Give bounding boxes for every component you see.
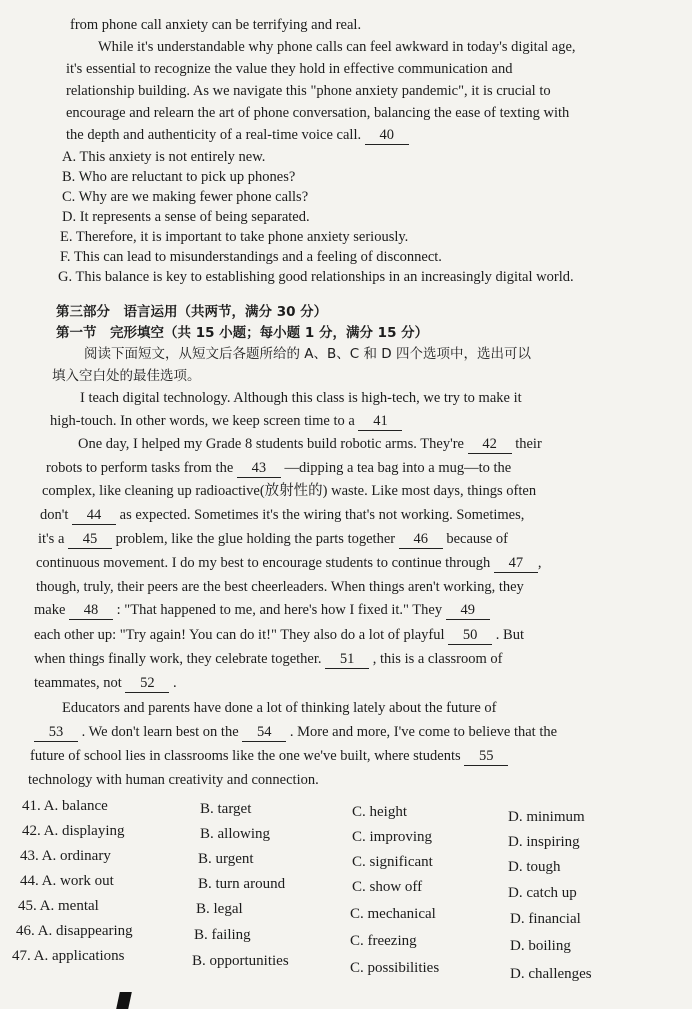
cloze-line — [40, 506, 524, 525]
choice-a: 44. A. work out — [20, 873, 114, 889]
cloze-line — [34, 650, 502, 669]
option-item: E. Therefore, it is important to take phone anxiety seriously. — [60, 229, 409, 245]
choice-c: C. mechanical — [350, 906, 436, 922]
cloze-line: I teach digital technology. Although this class is high-tech, we try to make it — [80, 390, 522, 406]
cloze-text: —dipping a tea bag into a mug—to the — [284, 460, 512, 476]
choice-d: D. minimum — [508, 809, 585, 825]
cloze-line — [50, 412, 402, 431]
cloze-text: . But — [495, 627, 524, 643]
answer-blank-48: 48 — [69, 601, 113, 620]
option-item: F. This can lead to misunderstandings and a feeling of disconnect. — [60, 249, 442, 265]
cloze-line: complex, like cleaning up radioactive(放射性的) waste. Like most days, things often — [42, 483, 537, 499]
choice-b: B. failing — [194, 927, 251, 943]
answer-blank-42: 42 — [468, 435, 512, 454]
choice-c: C. freezing — [350, 933, 417, 949]
cloze-text: when things finally work, they celebrate together. — [34, 651, 322, 667]
passage-line: While it's understandable why phone calls can feel awkward in today's digital age, — [98, 39, 576, 55]
option-item: A. This anxiety is not entirely new. — [62, 149, 266, 165]
option-item: D. It represents a sense of being separated. — [62, 209, 310, 225]
option-item: C. Why are we making fewer phone calls? — [62, 189, 309, 205]
answer-blank-45: 45 — [68, 530, 112, 549]
cloze-text: . More and more, I've come to believe that the — [289, 724, 558, 740]
choice-a: 41. A. balance — [22, 798, 108, 814]
passage-line: it's essential to recognize the value they hold in effective communication and — [66, 61, 513, 77]
cloze-text: because of — [446, 531, 508, 547]
cloze-text: problem, like the glue holding the parts together — [115, 531, 396, 547]
passage-text: the depth and authenticity of a real-time voice call. — [66, 127, 362, 143]
subsection-title: 第一节 完形填空（共 15 小题；每小题 1 分，满分 15 分） — [56, 325, 429, 341]
choice-d: D. challenges — [510, 966, 592, 982]
instruction-text: 阅读下面短文，从短文后各题所给的 A、B、C 和 D 四个选项中，选出可以 — [84, 346, 531, 362]
cloze-line: technology with human creativity and connection. — [28, 772, 319, 788]
choice-c: C. possibilities — [350, 960, 440, 976]
cloze-line — [34, 601, 490, 620]
choice-a: 46. A. disappearing — [16, 923, 133, 939]
cloze-text: make — [34, 602, 66, 618]
cloze-text: robots to perform tasks from the — [46, 460, 234, 476]
cloze-text: : "That happened to me, and here's how I fixed it." They — [116, 602, 443, 618]
cloze-line: Educators and parents have done a lot of thinking lately about the future of — [62, 700, 497, 716]
cloze-line: teammates, not 52 . — [34, 675, 177, 691]
cloze-line — [30, 747, 508, 766]
answer-blank-51: 51 — [325, 650, 369, 669]
cloze-line: continuous movement. I do my best to encourage students to continue through 47 , — [36, 555, 542, 571]
choice-a: 43. A. ordinary — [20, 848, 111, 864]
cloze-line — [78, 435, 542, 454]
cloze-text: teammates, not — [34, 675, 122, 691]
choice-a: 42. A. displaying — [22, 823, 125, 839]
cloze-text: don't — [40, 507, 69, 523]
choice-c: C. significant — [352, 854, 433, 870]
answer-blank-41: 41 — [358, 412, 402, 431]
cloze-line — [34, 723, 557, 742]
choice-b: B. legal — [196, 901, 243, 917]
answer-blank-54: 54 — [242, 723, 286, 742]
answer-blank-50: 50 — [448, 626, 492, 645]
answer-blank-53: 53 — [34, 723, 78, 742]
cloze-text: continuous movement. I do my best to encourage students to continue through — [36, 555, 491, 571]
choice-d: D. boiling — [510, 938, 571, 954]
choice-b: B. allowing — [200, 826, 270, 842]
choice-c: C. height — [352, 804, 407, 820]
choice-d: D. tough — [508, 859, 561, 875]
choice-d: D. catch up — [508, 885, 577, 901]
choice-c: C. show off — [352, 879, 423, 895]
cloze-line — [34, 626, 524, 645]
passage-line: encourage and relearn the art of phone conversation, balancing the ease of texting with — [66, 105, 570, 121]
choice-a: 47. A. applications — [12, 948, 125, 964]
answer-blank-43: 43 — [237, 459, 281, 478]
choice-b: B. opportunities — [192, 953, 289, 969]
cloze-text: , this is a classroom of — [372, 651, 503, 667]
answer-blank-49: 49 — [446, 601, 490, 620]
answer-blank-47: 47 — [494, 554, 538, 573]
cloze-text: future of school lies in classrooms like the one we've built, where students — [30, 748, 461, 764]
choice-d: D. financial — [510, 911, 581, 927]
cloze-text: . We don't learn best on the — [81, 724, 239, 740]
cloze-text: One day, I helped my Grade 8 students build robotic arms. They're — [78, 436, 464, 452]
passage-line: from phone call anxiety can be terrifying and real. — [70, 17, 362, 33]
answer-blank-44: 44 — [72, 506, 116, 525]
answer-blank-40: 40 — [365, 126, 409, 145]
cloze-text: as expected. Sometimes it's the wiring that's not working. Sometimes, — [119, 507, 525, 523]
cloze-text: each other up: "Try again! You can do it!" They also do a lot of playful — [34, 627, 445, 643]
passage-line — [66, 126, 409, 145]
instruction-text: 填入空白处的最佳选项。 — [52, 368, 201, 384]
choice-b: B. turn around — [198, 876, 286, 892]
cloze-line: though, truly, their peers are the best cheerleaders. When things aren't working, they — [36, 579, 524, 595]
option-item: G. This balance is key to establishing good relationships in an increasingly digital world. — [58, 269, 574, 285]
cloze-text: it's a — [38, 531, 65, 547]
section-title: 第三部分 语言运用（共两节，满分 30 分） — [56, 304, 328, 320]
cloze-text: high-touch. In other words, we keep screen time to a — [50, 413, 355, 429]
choice-c: C. improving — [352, 829, 433, 845]
passage-line: relationship building. As we navigate this "phone anxiety pandemic", it is crucial to — [66, 83, 551, 99]
option-item: B. Who are reluctant to pick up phones? — [62, 169, 296, 185]
answer-blank-46: 46 — [399, 530, 443, 549]
choice-b: B. urgent — [198, 851, 254, 867]
cloze-text: their — [515, 436, 542, 452]
cloze-line — [46, 459, 511, 478]
choice-a: 45. A. mental — [18, 898, 99, 914]
cloze-line — [38, 530, 508, 549]
choice-b: B. target — [200, 801, 252, 817]
choice-d: D. inspiring — [508, 834, 580, 850]
ink-mark — [116, 992, 132, 1009]
answer-blank-55: 55 — [464, 747, 508, 766]
answer-blank-52: 52 — [125, 674, 169, 693]
